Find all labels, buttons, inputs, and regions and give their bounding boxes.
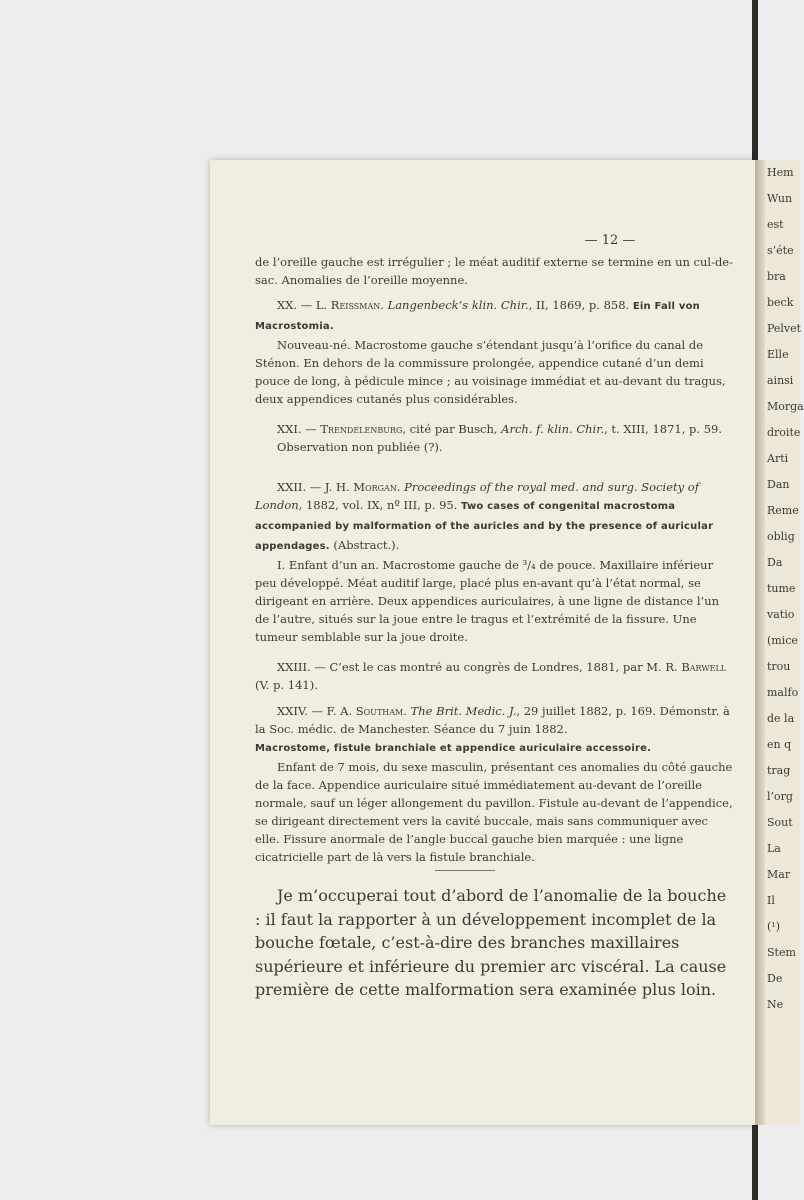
entry-xxii-journal: Proceedings of the royal med. and surg. Society of London — [255, 480, 699, 512]
text-p0: de l’oreille gauche est irrégulier ; le méat auditif externe se termine en un cul-de-sac. Anomalies de l’oreille moyenne. — [255, 255, 734, 287]
facing-page-fragment: Morga — [767, 400, 804, 413]
facing-page-fragment: Hem — [767, 166, 794, 179]
entry-xxi-body: Observation non publiée (?). — [277, 440, 443, 454]
entry-xx-details: , II, 1869, p. 858. — [528, 298, 630, 312]
entry-xxii-body: I. Enfant d’un an. Macrostome gauche de ³/₄ de pouce. Maxillaire inférieur peu développé. Méat auditif large, placé plus en-avant qu’à l’état normal, se dirigeant en arrière. Deux appendices auriculaires, à une ligne de distance l’un de l’autre, situés sur la joue entre le tragus et l’extrémité de la fissure. Une tumeur semblable sur la joue droite. — [255, 558, 720, 644]
entry-xxiv-ref: XXIV. — F. A. Southam. — [277, 704, 407, 718]
facing-page-fragment: trou — [767, 660, 791, 673]
facing-page-fragment: Dan — [767, 478, 790, 491]
entry-xx-journal: Langenbeck’s klin. Chir. — [387, 298, 529, 312]
facing-page-fragment: Elle — [767, 348, 789, 361]
entry-xxiv-body: Enfant de 7 mois, du sexe masculin, présentant ces anomalies du côté gauche de la face. Appendice auriculaire situé immédiatement au-devant de l’oreille normale, sauf un léger allongement du pavillon. Fistule au-devant de l’appendice, se dirigeant directement vers la cavité buccale, mais sans communiquer avec elle. Fissure anormale de l’angle buccal gauche bien marquée : une ligne cicatricielle part de là vers la fistule branchiale. — [255, 760, 733, 864]
page-number: — 12 — — [584, 233, 636, 248]
facing-page-fragment: Stem — [767, 946, 796, 959]
entry-xxiii-details: (V. p. 141). — [255, 678, 318, 692]
entry-xxiv-title: Macrostome, fistule branchiale et appendice auriculaire accessoire. — [255, 743, 652, 754]
facing-page-fragment: Sout — [767, 816, 793, 829]
facing-page-fragment: beck — [767, 296, 794, 309]
facing-page-fragment: est — [767, 218, 784, 231]
facing-page-fragment: Mar — [767, 868, 791, 881]
entry-xxii-abstract: (Abstract.). — [329, 538, 400, 552]
paragraph-continuation — [255, 253, 735, 289]
facing-page-fragment: (¹) — [767, 920, 780, 933]
conclusion-text: Je m’occuperai tout d’abord de l’anomalie de la bouche : il faut la rapporter à un développement incomplet de la bouche fœtale, c’est-à-dire des branches maxillaires supérieure et inférieure du premier arc viscéral. La cause première de cette malformation sera examinée plus loin. — [255, 886, 727, 999]
entry-xx-title: Ein Fall von Macrostomia. — [255, 301, 700, 332]
facing-page-fragment: (mice — [767, 634, 798, 647]
conclusion-paragraph — [255, 884, 735, 1002]
facing-page-fragment: Arti — [767, 452, 789, 465]
facing-page-fragment: bra — [767, 270, 786, 283]
facing-page-fragment: ainsi — [767, 374, 794, 387]
entry-xxii-ref: XXII. — J. H. Morgan. — [277, 480, 401, 494]
facing-page-fragment: vatio — [767, 608, 795, 621]
page-gutter — [755, 160, 765, 1125]
entry-xxii — [255, 478, 735, 646]
facing-page-edge — [765, 160, 804, 1125]
entry-xxiv — [255, 702, 735, 866]
entry-xxiii-name: Barwell — [681, 660, 727, 674]
facing-page-fragment: Ne — [767, 998, 784, 1011]
entry-xxi-ref: XXI. — Trendelenburg, — [277, 422, 407, 436]
entry-xxii-details: , 1882, vol. IX, nº III, p. 95. — [298, 498, 458, 512]
facing-page-fragment: Da — [767, 556, 783, 569]
entry-xxi-journal: Arch. f. klin. Chir. — [501, 422, 605, 436]
facing-page-fragment: Pelvet — [767, 322, 802, 335]
entry-xxiv-journal: The Brit. Medic. J. — [410, 704, 517, 718]
entry-xxiv-details: , 29 juillet 1882, p. 169. Démonstr. à la Soc. médic. de Manchester. Séance du 7 juin 1882. — [255, 704, 730, 736]
entry-xx — [255, 296, 735, 408]
facing-page-fragment: oblig — [767, 530, 795, 543]
entry-xxi-mid: cité par Busch, — [406, 422, 502, 436]
facing-page-fragment: droite — [767, 426, 801, 439]
section-separator — [435, 870, 495, 871]
entry-xxi-details: , t. XIII, 1871, p. 59. — [604, 422, 723, 436]
entry-xx-ref: XX. — L. Reissman. — [277, 298, 384, 312]
facing-page-fragment: de la — [767, 712, 795, 725]
facing-page-fragment: en q — [767, 738, 792, 751]
facing-page-fragment: Wun — [767, 192, 793, 205]
entry-xxiii — [255, 658, 735, 694]
facing-page-fragment: malfo — [767, 686, 799, 699]
facing-page-fragment: La — [767, 842, 781, 855]
facing-page-fragment: l’org — [767, 790, 793, 803]
facing-page-fragment: De — [767, 972, 783, 985]
facing-page-fragment: tume — [767, 582, 796, 595]
entry-xxii-title: Two cases of congenital macrostoma accompanied by malformation of the auricles and by the presence of auricular appendages. — [255, 501, 714, 552]
facing-page-fragment: s’éte — [767, 244, 794, 257]
entry-xx-body: Nouveau-né. Macrostome gauche s’étendant jusqu’à l’orifice du canal de Sténon. En dehors de la commissure prolongée, appendice cutané d’un demi pouce de long, à pédicule mince ; au voisinage immédiat et au-devant du tragus, deux appendices cutanés plus considérables. — [255, 338, 726, 406]
facing-page-fragment: Reme — [767, 504, 799, 517]
entry-xxi — [255, 420, 735, 456]
facing-page-fragment: trag — [767, 764, 791, 777]
facing-page-fragment: Il — [767, 894, 775, 907]
entry-xxiii-ref: XXIII. — C’est le cas montré au congrès de Londres, 1881, par M. R. — [277, 660, 678, 674]
